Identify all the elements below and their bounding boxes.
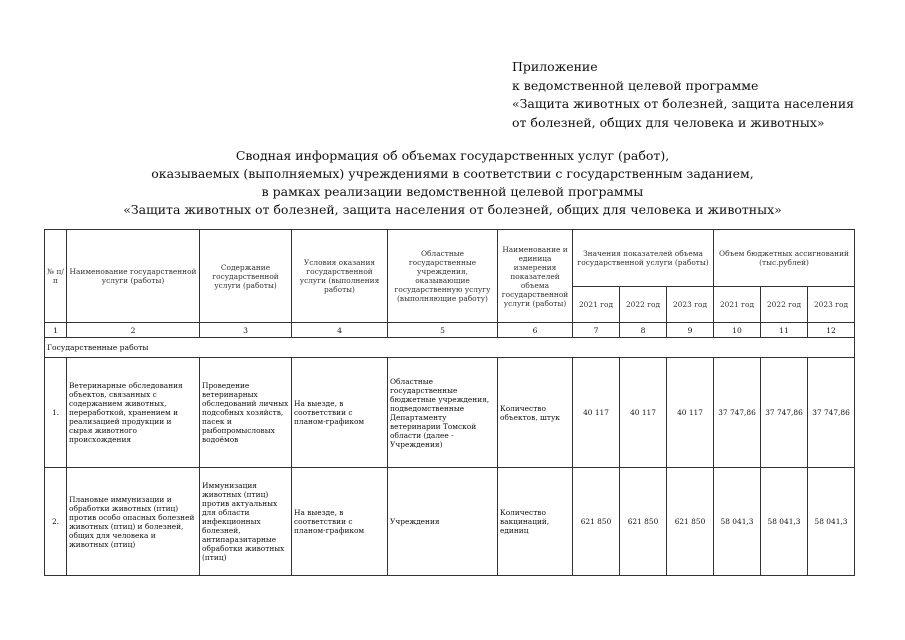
row-num: 2.: [45, 468, 67, 576]
row-budget: 37 747,86: [761, 358, 808, 468]
row-value: 621 850: [620, 468, 667, 576]
row-budget: 58 041,3: [714, 468, 761, 576]
row-value: 621 850: [573, 468, 620, 576]
row-value: 40 117: [573, 358, 620, 468]
row-institutions: Учреждения: [388, 468, 498, 576]
header-institutions: Областные государственные учреждения, оказывающие государственную услугу (выполняющие работу): [388, 230, 498, 323]
row-value: 40 117: [667, 358, 714, 468]
row-name: Ветеринарные обследования объектов, связанных с содержанием животных, переработкой, хранением и реализацией продукции и сырья животного происхождения: [67, 358, 200, 468]
header-num: № п/п: [45, 230, 67, 323]
column-number: 9: [667, 323, 714, 338]
header-values-group: Значения показателей объема государственной услуги (работы): [573, 230, 714, 287]
header-year: 2022 год: [761, 287, 808, 323]
services-table: [44, 229, 855, 576]
title-line: в рамках реализации ведомственной целевой программы: [261, 184, 644, 199]
header-year: 2022 год: [620, 287, 667, 323]
appendix-block: [512, 58, 854, 132]
appendix-line: к ведомственной целевой программе: [512, 77, 759, 93]
header-year: 2021 год: [714, 287, 761, 323]
row-indicator: Количество объектов, штук: [498, 358, 573, 468]
header-row: [45, 230, 855, 287]
header-indicator: Наименование и единица измерения показателей объема государственной услуги (работы): [498, 230, 573, 323]
row-budget: 58 041,3: [761, 468, 808, 576]
row-value: 40 117: [620, 358, 667, 468]
section-title: Государственные работы: [45, 338, 855, 358]
row-num: 1.: [45, 358, 67, 468]
row-content: Иммунизация животных (птиц) против актуальных для области инфекционных болезней, антипаразитарные обработки животных (птиц): [200, 468, 292, 576]
appendix-line: «Защита животных от болезней, защита населения: [512, 96, 855, 111]
column-number: 4: [292, 323, 388, 338]
header-conditions: Условия оказания государственной услуги (выполнения работы): [292, 230, 388, 323]
column-number: 7: [573, 323, 620, 338]
column-number: 5: [388, 323, 498, 338]
row-content: Проведение ветеринарных обследований личных подсобных хозяйств, пасек и рыбопромысловых водоёмов: [200, 358, 292, 468]
column-number: 8: [620, 323, 667, 338]
row-institutions: Областные государственные бюджетные учреждения, подведомственные Департаменту ветеринарии Томской области (далее - Учреждения): [388, 358, 498, 468]
row-conditions: На выезде, в соответствии с планом-графиком: [292, 358, 388, 468]
row-budget: 37 747,86: [808, 358, 855, 468]
title-line: «Защита животных от болезней, защита населения от болезней, общих для человека и животных»: [123, 202, 782, 217]
column-number: 11: [761, 323, 808, 338]
column-number: 12: [808, 323, 855, 338]
header-budget-group: Объем бюджетных ассигнований (тыс.рублей): [714, 230, 855, 287]
row-indicator: Количество вакцинаций, единиц: [498, 468, 573, 576]
title-line: Сводная информация об объемах государственных услуг (работ),: [235, 148, 670, 163]
row-conditions: На выезде, в соответствии с планом-графиком: [292, 468, 388, 576]
column-number: 1: [45, 323, 67, 338]
column-number: 2: [67, 323, 200, 338]
section-row: [45, 338, 855, 358]
document-title: [0, 147, 905, 219]
column-number: 3: [200, 323, 292, 338]
row-value: 621 850: [667, 468, 714, 576]
title-line: оказываемых (выполняемых) учреждениями в соответствии с государственным заданием,: [151, 166, 754, 181]
appendix-line: от болезней, общих для человека и животных»: [512, 114, 825, 130]
table-row: [45, 358, 855, 468]
header-name: Наименование государственной услуги (работы): [67, 230, 200, 323]
header-year: 2023 год: [808, 287, 855, 323]
header-year: 2021 год: [573, 287, 620, 323]
header-year: 2023 год: [667, 287, 714, 323]
column-number: 10: [714, 323, 761, 338]
header-content: Содержание государственной услуги (работы): [200, 230, 292, 323]
row-budget: 58 041,3: [808, 468, 855, 576]
column-number: 6: [498, 323, 573, 338]
column-numbers-row: [45, 323, 855, 338]
appendix-line: Приложение: [512, 59, 598, 74]
row-name: Плановые иммунизации и обработки животных (птиц) против особо опасных болезней животных (птиц) и болезней, общих для человека и животных (птиц): [67, 468, 200, 576]
row-budget: 37 747,86: [714, 358, 761, 468]
table-row: [45, 468, 855, 576]
